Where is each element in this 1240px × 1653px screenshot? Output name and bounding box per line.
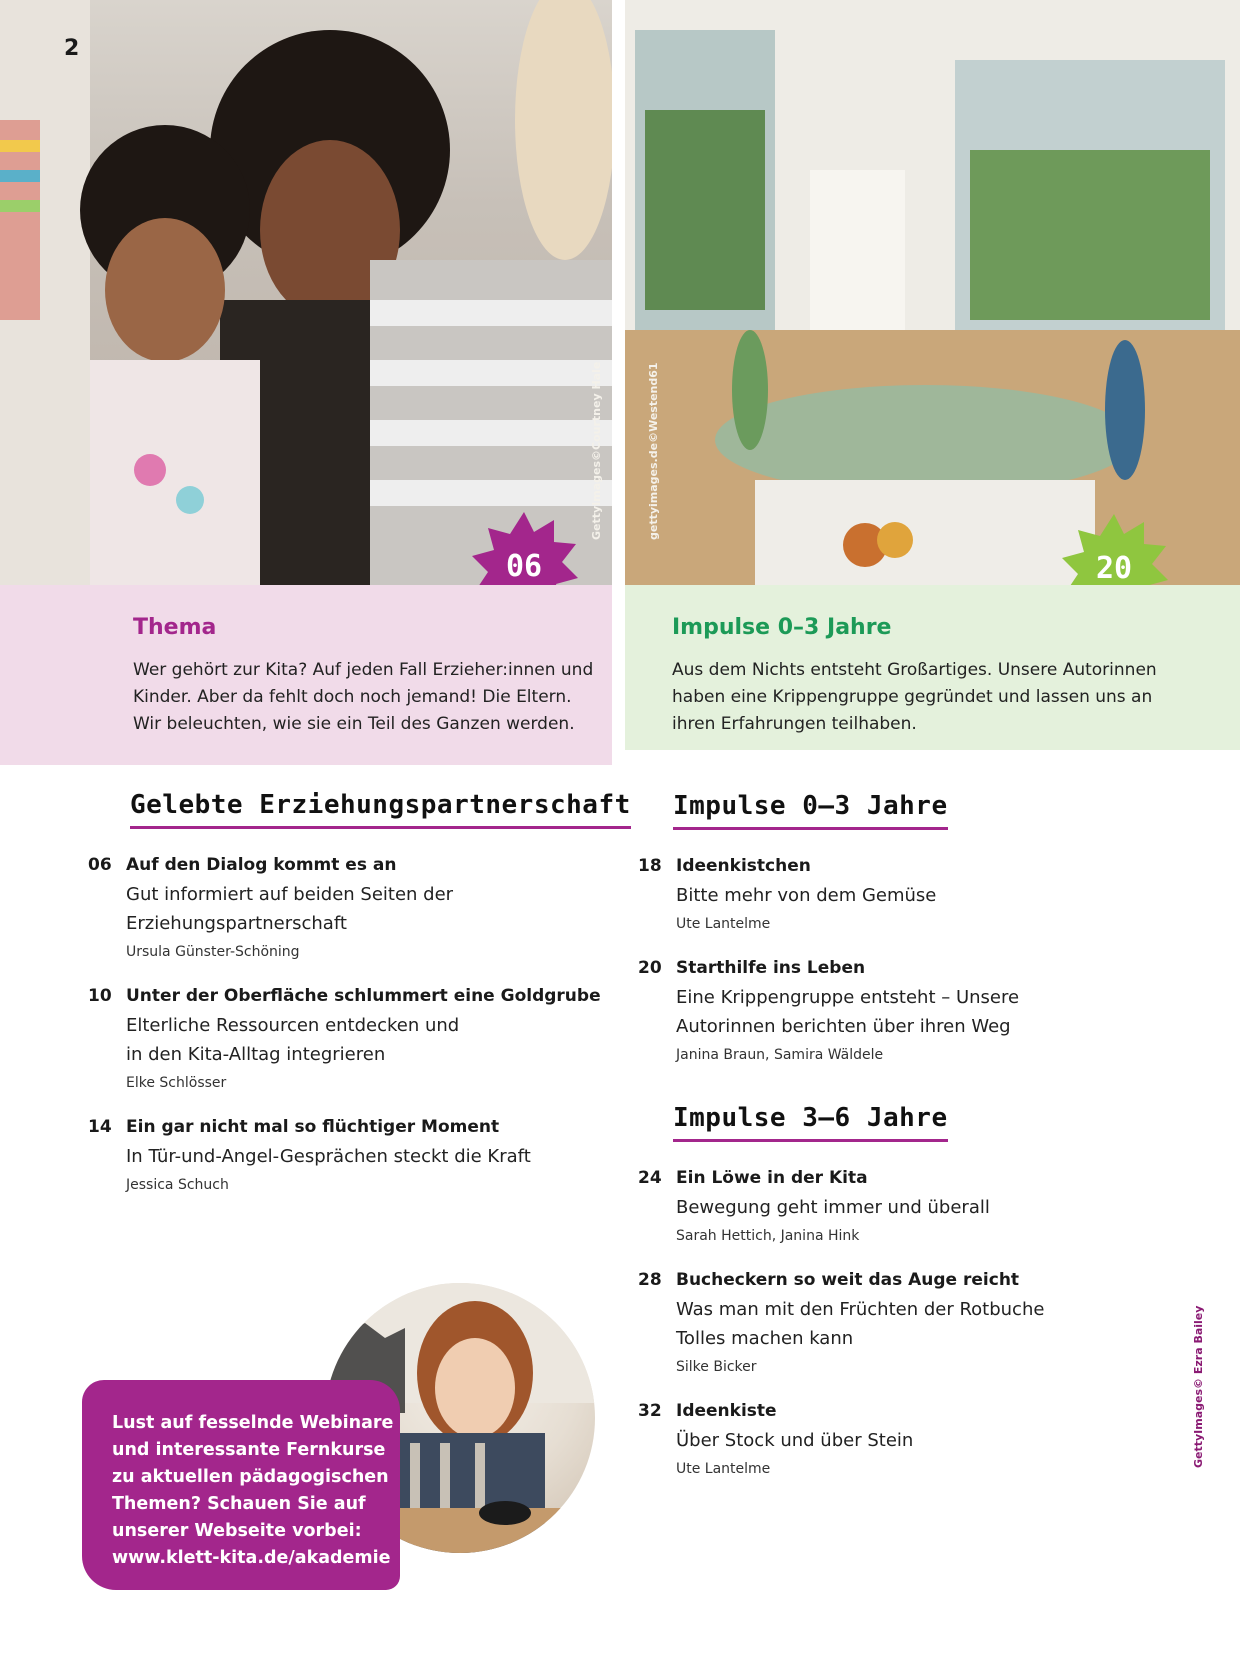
toc-entry[interactable]: 14 Ein gar nicht mal so flüchtiger Moment In Tür-und-Angel-Gesprächen steckt die Kraft Jessica Schuch bbox=[88, 1117, 531, 1193]
section-heading: Impulse 0–3 Jahre bbox=[673, 791, 948, 830]
teaser-text: Wer gehört zur Kita? Auf jeden Fall Erzieher:innen und Kinder. Aber da fehlt doch noch jemand! Die Eltern. Wir beleuchten, wie sie ein Teil des Ganzen werden. bbox=[133, 660, 594, 734]
photo-credit-right: gettyimages.de©Westend61 bbox=[647, 362, 660, 540]
teaser-box-impulse bbox=[625, 585, 1240, 750]
page-number: 2 bbox=[64, 36, 80, 61]
photo-credit-left: GettyImages©Courtney Hale bbox=[590, 361, 603, 540]
section-heading: Impulse 3–6 Jahre bbox=[673, 1103, 948, 1142]
teaser-title: Impulse 0–3 Jahre bbox=[672, 615, 892, 640]
toc-entry[interactable]: 28 Bucheckern so weit das Auge reicht Was man mit den Früchten der Rotbuche Tolles machen kann Silke Bicker bbox=[638, 1270, 1045, 1375]
side-photo-credit: GettyImages© Ezra Bailey bbox=[1192, 1305, 1205, 1468]
teaser-text: Aus dem Nichts entsteht Großartiges. Unsere Autorinnen haben eine Krippengruppe gegründet und lassen uns an ihren Erfahrungen teilhaben. bbox=[672, 660, 1157, 734]
promo-box-akademie[interactable]: Lust auf fesselnde Webinare und interessante Fernkurse zu aktuellen pädagogischen Themen? Schauen Sie auf unserer Webseite vorbei: www.klett-kita.de/akademie bbox=[82, 1380, 400, 1590]
teaser-box-thema bbox=[0, 585, 612, 765]
photo-parents-child bbox=[0, 0, 612, 585]
toc-entry[interactable]: 32 Ideenkiste Über Stock und über Stein Ute Lantelme bbox=[638, 1401, 914, 1477]
page-badge-06: 06 bbox=[468, 510, 580, 622]
page-badge-20: 20 bbox=[1058, 512, 1170, 624]
toc-entry[interactable]: 20 Starthilfe ins Leben Eine Krippengruppe entsteht – Unsere Autorinnen berichten über ihren Weg Janina Braun, Samira Wäldele bbox=[638, 958, 1020, 1063]
toc-entry[interactable]: 10 Unter der Oberfläche schlummert eine Goldgrube Elterliche Ressourcen entdecken und in den Kita-Alltag integrieren Elke Schlösser bbox=[88, 986, 601, 1091]
photo-illustration-left bbox=[0, 0, 612, 585]
photo-kita-room bbox=[625, 0, 1240, 585]
promo-link[interactable]: www.klett-kita.de/akademie bbox=[112, 1548, 391, 1568]
teaser-title: Thema bbox=[133, 615, 217, 640]
toc-entry[interactable]: 18 Ideenkistchen Bitte mehr von dem Gemüse Ute Lantelme bbox=[638, 856, 937, 932]
section-heading: Gelebte Erziehungspartnerschaft bbox=[130, 790, 631, 829]
toc-entry[interactable]: 06 Auf den Dialog kommt es an Gut informiert auf beiden Seiten der Erziehungspartnerschaft Ursula Günster-Schöning bbox=[88, 855, 454, 960]
toc-entry[interactable]: 24 Ein Löwe in der Kita Bewegung geht immer und überall Sarah Hettich, Janina Hink bbox=[638, 1168, 990, 1244]
photo-illustration-right bbox=[625, 0, 1240, 585]
